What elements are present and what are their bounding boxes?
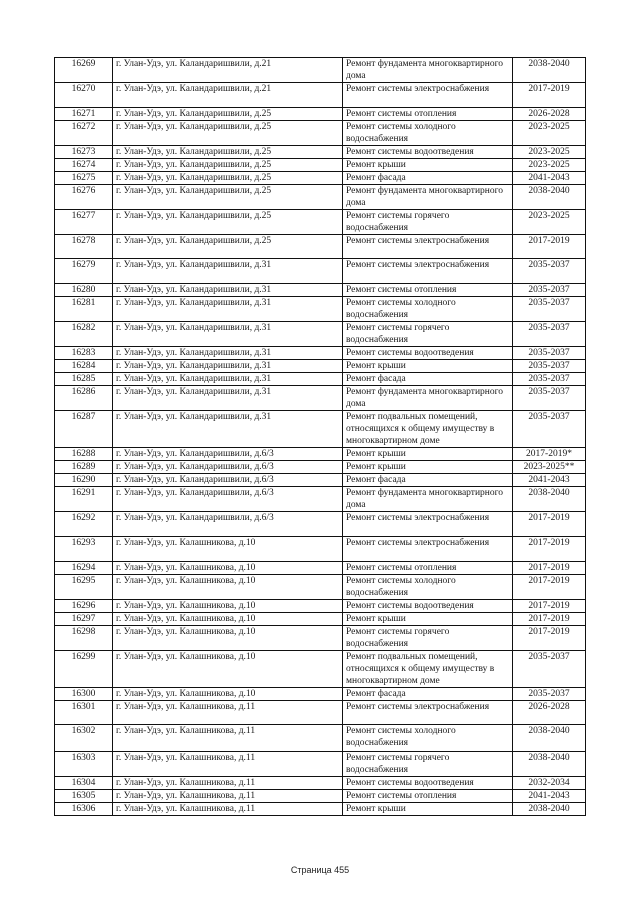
table-row xyxy=(55,803,586,816)
work-type-cell: Ремонт системы горячего водоснабжения xyxy=(343,752,513,777)
address-cell: г. Улан-Удэ, ул. Калашникова, д.10 xyxy=(113,537,343,562)
row-number-cell: 16277 xyxy=(55,210,113,235)
address-cell: г. Улан-Удэ, ул. Каландаришвили, д.25 xyxy=(113,146,343,159)
table-row xyxy=(55,474,586,487)
table-row xyxy=(55,512,586,537)
row-number-cell: 16290 xyxy=(55,474,113,487)
work-type-cell: Ремонт системы водоотведения xyxy=(343,146,513,159)
period-cell: 2026-2028 xyxy=(513,701,586,725)
table-row xyxy=(55,575,586,600)
period-cell: 2017-2019 xyxy=(513,512,586,537)
row-number-cell: 16301 xyxy=(55,701,113,725)
period-cell: 2038-2040 xyxy=(513,725,586,752)
capital-repair-table xyxy=(54,57,586,816)
address-cell: г. Улан-Удэ, ул. Каландаришвили, д.6/3 xyxy=(113,487,343,512)
row-number-cell: 16280 xyxy=(55,284,113,297)
table-row xyxy=(55,159,586,172)
work-type-cell: Ремонт фундамента многоквартирного дома xyxy=(343,386,513,411)
period-cell: 2041-2043 xyxy=(513,790,586,803)
work-type-cell: Ремонт крыши xyxy=(343,803,513,816)
address-cell: г. Улан-Удэ, ул. Калашникова, д.10 xyxy=(113,651,343,688)
table-row xyxy=(55,259,586,284)
row-number-cell: 16295 xyxy=(55,575,113,600)
row-number-cell: 16299 xyxy=(55,651,113,688)
address-cell: г. Улан-Удэ, ул. Каландаришвили, д.21 xyxy=(113,58,343,83)
row-number-cell: 16293 xyxy=(55,537,113,562)
row-number-cell: 16288 xyxy=(55,448,113,461)
row-number-cell: 16281 xyxy=(55,297,113,322)
table-row xyxy=(55,562,586,575)
row-number-cell: 16282 xyxy=(55,322,113,347)
period-cell: 2035-2037 xyxy=(513,347,586,360)
period-cell: 2023-2025 xyxy=(513,210,586,235)
work-type-cell: Ремонт подвальных помещений, относящихся к общему имуществу в многоквартирном доме xyxy=(343,411,513,448)
work-type-cell: Ремонт системы электроснабжения xyxy=(343,83,513,108)
work-type-cell: Ремонт системы отопления xyxy=(343,562,513,575)
work-type-cell: Ремонт системы холодного водоснабжения xyxy=(343,725,513,752)
work-type-cell: Ремонт системы водоотведения xyxy=(343,600,513,613)
work-type-cell: Ремонт фундамента многоквартирного дома xyxy=(343,58,513,83)
address-cell: г. Улан-Удэ, ул. Каландаришвили, д.25 xyxy=(113,235,343,259)
table-row xyxy=(55,701,586,725)
period-cell: 2017-2019 xyxy=(513,562,586,575)
address-cell: г. Улан-Удэ, ул. Каландаришвили, д.25 xyxy=(113,185,343,210)
work-type-cell: Ремонт крыши xyxy=(343,360,513,373)
work-type-cell: Ремонт фасада xyxy=(343,688,513,701)
table-row xyxy=(55,297,586,322)
row-number-cell: 16275 xyxy=(55,172,113,185)
table-row xyxy=(55,172,586,185)
address-cell: г. Улан-Удэ, ул. Каландаришвили, д.6/3 xyxy=(113,474,343,487)
period-cell: 2017-2019 xyxy=(513,613,586,626)
table-row xyxy=(55,121,586,146)
address-cell: г. Улан-Удэ, ул. Каландаришвили, д.25 xyxy=(113,108,343,121)
row-number-cell: 16306 xyxy=(55,803,113,816)
work-type-cell: Ремонт системы горячего водоснабжения xyxy=(343,210,513,235)
row-number-cell: 16278 xyxy=(55,235,113,259)
period-cell: 2041-2043 xyxy=(513,172,586,185)
address-cell: г. Улан-Удэ, ул. Каландаришвили, д.25 xyxy=(113,121,343,146)
address-cell: г. Улан-Удэ, ул. Каландаришвили, д.25 xyxy=(113,210,343,235)
period-cell: 2023-2025 xyxy=(513,146,586,159)
row-number-cell: 16300 xyxy=(55,688,113,701)
row-number-cell: 16294 xyxy=(55,562,113,575)
period-cell: 2041-2043 xyxy=(513,474,586,487)
work-type-cell: Ремонт фундамента многоквартирного дома xyxy=(343,487,513,512)
row-number-cell: 16297 xyxy=(55,613,113,626)
period-cell: 2035-2037 xyxy=(513,259,586,284)
period-cell: 2023-2025 xyxy=(513,121,586,146)
period-cell: 2035-2037 xyxy=(513,284,586,297)
work-type-cell: Ремонт системы электроснабжения xyxy=(343,235,513,259)
table-row xyxy=(55,448,586,461)
period-cell: 2038-2040 xyxy=(513,58,586,83)
page-footer: Страница 455 xyxy=(290,865,350,875)
work-type-cell: Ремонт фасада xyxy=(343,373,513,386)
row-number-cell: 16269 xyxy=(55,58,113,83)
row-number-cell: 16289 xyxy=(55,461,113,474)
address-cell: г. Улан-Удэ, ул. Калашникова, д.11 xyxy=(113,701,343,725)
period-cell: 2035-2037 xyxy=(513,688,586,701)
table-row xyxy=(55,108,586,121)
table-row xyxy=(55,347,586,360)
address-cell: г. Улан-Удэ, ул. Каландаришвили, д.31 xyxy=(113,360,343,373)
row-number-cell: 16276 xyxy=(55,185,113,210)
row-number-cell: 16283 xyxy=(55,347,113,360)
work-type-cell: Ремонт системы электроснабжения xyxy=(343,259,513,284)
table-row xyxy=(55,537,586,562)
address-cell: г. Улан-Удэ, ул. Каландаришвили, д.31 xyxy=(113,373,343,386)
work-type-cell: Ремонт системы холодного водоснабжения xyxy=(343,121,513,146)
address-cell: г. Улан-Удэ, ул. Калашникова, д.10 xyxy=(113,562,343,575)
address-cell: г. Улан-Удэ, ул. Каландаришвили, д.31 xyxy=(113,259,343,284)
row-number-cell: 16298 xyxy=(55,626,113,651)
address-cell: г. Улан-Удэ, ул. Каландаришвили, д.6/3 xyxy=(113,448,343,461)
address-cell: г. Улан-Удэ, ул. Калашникова, д.11 xyxy=(113,725,343,752)
table-row xyxy=(55,725,586,752)
work-type-cell: Ремонт системы отопления xyxy=(343,790,513,803)
table-row xyxy=(55,461,586,474)
table-row xyxy=(55,790,586,803)
table-row xyxy=(55,373,586,386)
table-row xyxy=(55,58,586,83)
table-row xyxy=(55,235,586,259)
work-type-cell: Ремонт подвальных помещений, относящихся к общему имуществу в многоквартирном доме xyxy=(343,651,513,688)
table-row xyxy=(55,284,586,297)
row-number-cell: 16273 xyxy=(55,146,113,159)
row-number-cell: 16271 xyxy=(55,108,113,121)
work-type-cell: Ремонт системы электроснабжения xyxy=(343,512,513,537)
table-row xyxy=(55,210,586,235)
work-type-cell: Ремонт крыши xyxy=(343,613,513,626)
work-type-cell: Ремонт системы водоотведения xyxy=(343,777,513,790)
address-cell: г. Улан-Удэ, ул. Калашникова, д.11 xyxy=(113,777,343,790)
row-number-cell: 16305 xyxy=(55,790,113,803)
table-row xyxy=(55,360,586,373)
period-cell: 2017-2019 xyxy=(513,537,586,562)
address-cell: г. Улан-Удэ, ул. Калашникова, д.11 xyxy=(113,803,343,816)
work-type-cell: Ремонт фундамента многоквартирного дома xyxy=(343,185,513,210)
row-number-cell: 16287 xyxy=(55,411,113,448)
address-cell: г. Улан-Удэ, ул. Калашникова, д.11 xyxy=(113,752,343,777)
work-type-cell: Ремонт системы электроснабжения xyxy=(343,701,513,725)
work-type-cell: Ремонт системы холодного водоснабжения xyxy=(343,575,513,600)
row-number-cell: 16304 xyxy=(55,777,113,790)
work-type-cell: Ремонт фасада xyxy=(343,474,513,487)
table-row xyxy=(55,185,586,210)
table-row xyxy=(55,411,586,448)
address-cell: г. Улан-Удэ, ул. Калашникова, д.10 xyxy=(113,626,343,651)
period-cell: 2035-2037 xyxy=(513,411,586,448)
address-cell: г. Улан-Удэ, ул. Каландаришвили, д.21 xyxy=(113,83,343,108)
work-type-cell: Ремонт фасада xyxy=(343,172,513,185)
period-cell: 2035-2037 xyxy=(513,297,586,322)
work-type-cell: Ремонт системы водоотведения xyxy=(343,347,513,360)
address-cell: г. Улан-Удэ, ул. Каландаришвили, д.31 xyxy=(113,297,343,322)
work-type-cell: Ремонт системы горячего водоснабжения xyxy=(343,626,513,651)
table-row xyxy=(55,322,586,347)
work-type-cell: Ремонт системы отопления xyxy=(343,108,513,121)
address-cell: г. Улан-Удэ, ул. Каландаришвили, д.25 xyxy=(113,159,343,172)
address-cell: г. Улан-Удэ, ул. Каландаришвили, д.31 xyxy=(113,347,343,360)
period-cell: 2017-2019 xyxy=(513,575,586,600)
address-cell: г. Улан-Удэ, ул. Калашникова, д.10 xyxy=(113,600,343,613)
table-row xyxy=(55,600,586,613)
row-number-cell: 16274 xyxy=(55,159,113,172)
table-row xyxy=(55,613,586,626)
period-cell: 2035-2037 xyxy=(513,386,586,411)
period-cell: 2038-2040 xyxy=(513,185,586,210)
work-type-cell: Ремонт системы горячего водоснабжения xyxy=(343,322,513,347)
period-cell: 2023-2025 xyxy=(513,159,586,172)
work-type-cell: Ремонт крыши xyxy=(343,448,513,461)
address-cell: г. Улан-Удэ, ул. Калашникова, д.10 xyxy=(113,575,343,600)
address-cell: г. Улан-Удэ, ул. Каландаришвили, д.31 xyxy=(113,284,343,297)
period-cell: 2017-2019 xyxy=(513,600,586,613)
row-number-cell: 16291 xyxy=(55,487,113,512)
address-cell: г. Улан-Удэ, ул. Калашникова, д.10 xyxy=(113,688,343,701)
table-row xyxy=(55,688,586,701)
period-cell: 2035-2037 xyxy=(513,322,586,347)
work-type-cell: Ремонт системы электроснабжения xyxy=(343,537,513,562)
row-number-cell: 16270 xyxy=(55,83,113,108)
address-cell: г. Улан-Удэ, ул. Каландаришвили, д.25 xyxy=(113,172,343,185)
period-cell: 2038-2040 xyxy=(513,752,586,777)
period-cell: 2017-2019 xyxy=(513,626,586,651)
table-row xyxy=(55,487,586,512)
work-type-cell: Ремонт крыши xyxy=(343,159,513,172)
period-cell: 2035-2037 xyxy=(513,651,586,688)
work-type-cell: Ремонт системы холодного водоснабжения xyxy=(343,297,513,322)
row-number-cell: 16284 xyxy=(55,360,113,373)
period-cell: 2035-2037 xyxy=(513,373,586,386)
table-row xyxy=(55,752,586,777)
address-cell: г. Улан-Удэ, ул. Каландаришвили, д.31 xyxy=(113,386,343,411)
period-cell: 2017-2019 xyxy=(513,235,586,259)
address-cell: г. Улан-Удэ, ул. Калашникова, д.10 xyxy=(113,613,343,626)
row-number-cell: 16286 xyxy=(55,386,113,411)
period-cell: 2017-2019 xyxy=(513,83,586,108)
address-cell: г. Улан-Удэ, ул. Каландаришвили, д.6/3 xyxy=(113,461,343,474)
table-row xyxy=(55,83,586,108)
period-cell: 2038-2040 xyxy=(513,487,586,512)
address-cell: г. Улан-Удэ, ул. Каландаришвили, д.6/3 xyxy=(113,512,343,537)
table-row xyxy=(55,386,586,411)
table-body xyxy=(55,58,586,816)
row-number-cell: 16285 xyxy=(55,373,113,386)
row-number-cell: 16303 xyxy=(55,752,113,777)
address-cell: г. Улан-Удэ, ул. Каландаришвили, д.31 xyxy=(113,411,343,448)
row-number-cell: 16279 xyxy=(55,259,113,284)
table-row xyxy=(55,626,586,651)
row-number-cell: 16302 xyxy=(55,725,113,752)
table-row xyxy=(55,146,586,159)
work-type-cell: Ремонт системы отопления xyxy=(343,284,513,297)
work-type-cell: Ремонт крыши xyxy=(343,461,513,474)
row-number-cell: 16292 xyxy=(55,512,113,537)
row-number-cell: 16296 xyxy=(55,600,113,613)
period-cell: 2017-2019* xyxy=(513,448,586,461)
period-cell: 2023-2025** xyxy=(513,461,586,474)
period-cell: 2038-2040 xyxy=(513,803,586,816)
row-number-cell: 16272 xyxy=(55,121,113,146)
address-cell: г. Улан-Удэ, ул. Калашникова, д.11 xyxy=(113,790,343,803)
period-cell: 2026-2028 xyxy=(513,108,586,121)
address-cell: г. Улан-Удэ, ул. Каландаришвили, д.31 xyxy=(113,322,343,347)
period-cell: 2032-2034 xyxy=(513,777,586,790)
table-row xyxy=(55,651,586,688)
table-row xyxy=(55,777,586,790)
period-cell: 2035-2037 xyxy=(513,360,586,373)
